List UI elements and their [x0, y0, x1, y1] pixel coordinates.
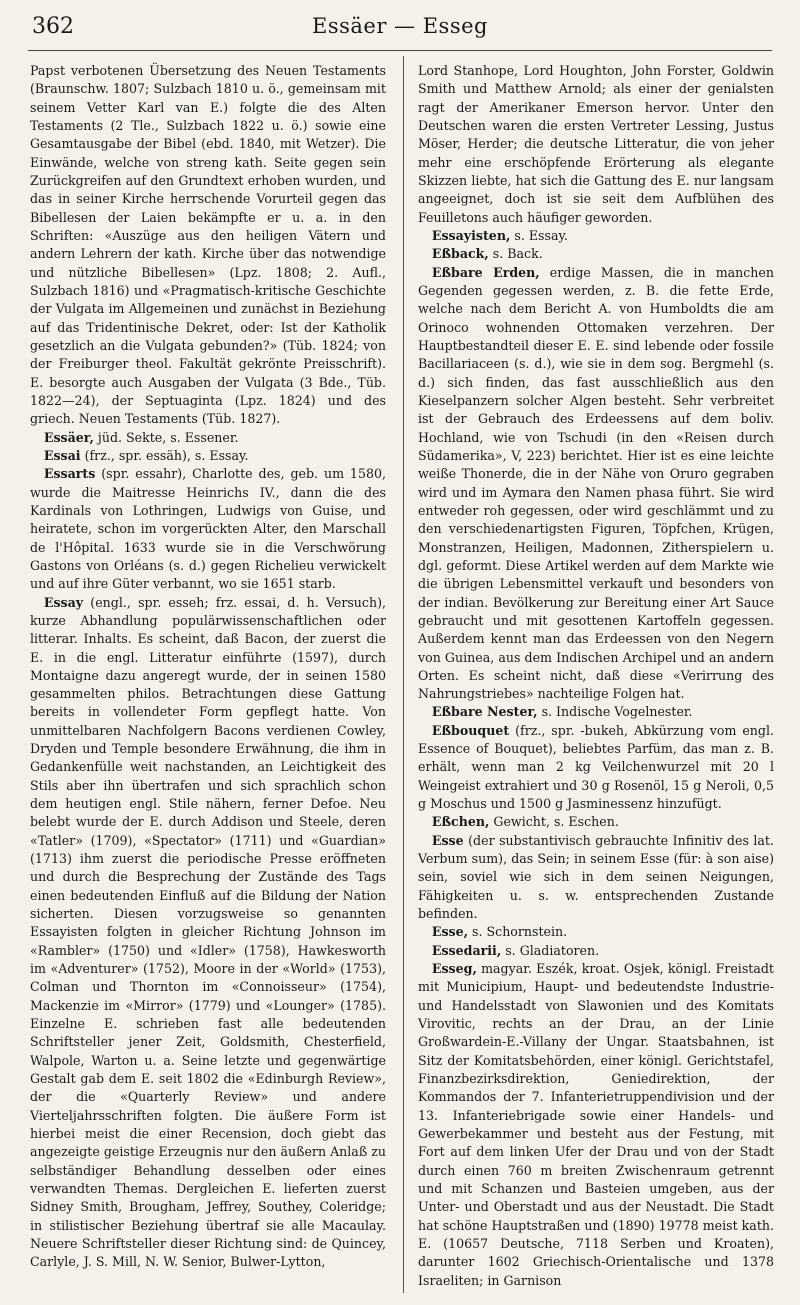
entry-text: erdige Massen, die in manchen Gegenden gegessen werden, z. B. die fette Erde, welche nach dem Bericht A. von Humboldts die am Orinoco wohnenden Ottomaken verzehren. Der Hauptbestandteil dieser E. E. sind lebende oder fossile Bacillariaceen (s. d.), wie sie in dem sog. Bergmehl (s. d.) sich finden, das fast ausschließlich aus den Kieselpanzern solcher Algen besteht. Sehr verbreitet ist der Gebrauch des Erdeessens auf dem boliv. Hochland, wie von Tschudi (in den «Reisen durch Südamerika», V, 223) berichtet. Hier ist es eine leichte weiße Thonerde, die in der Nähe von Oruro gegraben wird und im Aymara den Namen phasa führt. Sie wird entweder roh gegessen, oder wird geschlämmt und zu den verschiedenartigsten Figuren, Töpfchen, Krügen, Monstranzen, Heiligen, Madonnen, Zitherspielern u. dgl. geformt. Diese Artikel werden auf dem Markte wie die übrigen Lebensmittel verkauft und besonders von der indian. Bevölkerung zur Bereitung einer Art Sauce gebraucht und mit gesottenen Kartoffeln gegessen. Außerdem kennt man das Erdeessen von den Negern von Guinea, aus dem Indischen Archipel und an andern Orten. Es scheint nicht, daß diese «Verirrung des Nahrungstriebes» nachteilige Folgen hat.	[418, 264, 774, 702]
running-head: Essäer — Esseg	[312, 14, 488, 38]
dictionary-entry	[30, 62, 386, 429]
dictionary-entry	[418, 227, 774, 245]
dictionary-entry	[418, 245, 774, 263]
dictionary-entry	[418, 832, 774, 924]
dictionary-entry	[30, 465, 386, 593]
entry-text: s. Essay.	[510, 227, 568, 243]
entry-headword: Essai	[43, 447, 81, 463]
entry-headword: Eßchen,	[431, 814, 490, 830]
entry-text: (der substantivisch gebrauchte Infinitiv des lat. Verbum sum), das Sein; in seinem Esse (für: à son aise) sein, soviel wie sich in dem seinen Neigungen, Fähigkeiten u. s. w. entsprechenden Zustande befinden.	[418, 832, 774, 922]
entry-text: (spr. essahr), Charlotte des, geb. um 1580, wurde die Maitresse Heinrichs IV., dann die des Kardinals von Lothringen, Ludwigs von Guise, und heiratete, schon im vorgerückten Alter, den Marschall de l'Hôpital. 1633 wurde sie in die Verschwörung Gastons von Orléans (s. d.) gegen Richelieu verwickelt und auf ihre Güter verbannt, wo sie 1651 starb.	[30, 466, 386, 592]
entry-text: s. Indische Vogelnester.	[537, 704, 693, 720]
entry-headword: Essarts	[43, 466, 96, 482]
entry-headword: Esse	[431, 832, 464, 848]
dictionary-entry	[30, 429, 386, 447]
entry-headword: Essedarii,	[431, 942, 502, 958]
entry-headword: Essäer,	[43, 429, 94, 445]
dictionary-entry	[418, 813, 774, 831]
header-rule	[28, 50, 772, 51]
entry-headword: Eßbare Erden,	[431, 264, 540, 280]
entry-text: Gewicht, s. Eschen.	[489, 814, 619, 830]
dictionary-entry	[418, 923, 774, 941]
column-divider	[403, 56, 404, 1293]
entry-headword: Eßbouquet	[431, 722, 510, 738]
left-column	[30, 62, 386, 1272]
entry-headword: Essayisten,	[431, 227, 511, 243]
entry-headword: Eßback,	[431, 246, 489, 262]
entry-text: Papst verbotenen Übersetzung des Neuen Testaments (Braunschw. 1807; Sulzbach 1810 u. ö., gemeinsam mit seinem Vetter Karl van E.) folgte die des Alten Testaments (2 Tle., Sulzbach 1822 u. ö.) sowie eine Gesamtausgabe der Bibel (ebd. 1840, mit Wetzer). Die Einwände, welche von streng kath. Seite gegen sein Zurückgreifen auf den Grundtext erhoben wurden, und das in seiner Kirche herrschende Vorurteil gegen das Bibellesen der Laien bekämpfte er u. a. in den Schriften: «Auszüge aus den heiligen Vätern und andern Lehrern der kath. Kirche über das notwendige und nützliche Bibellesen» (Lpz. 1808; 2. Aufl., Sulzbach 1816) und «Pragmatisch-kritische Geschichte der Vulgata im Allgemeinen und zunächst in Beziehung auf das Tridentinische Dekret, oder: Ist der Katholik gesetzlich an die Vulgata gebunden?» (Tüb. 1824; von der Freiburger theol. Fakultät gekrönte Preisschrift). E. besorgte auch Ausgaben der Vulgata (3 Bde., Tüb. 1822—24), der Septuaginta (Lpz. 1824) und des griech. Neuen Testaments (Tüb. 1827).	[30, 63, 386, 427]
dictionary-entry	[418, 62, 774, 227]
entry-text: Lord Stanhope, Lord Houghton, John Forster, Goldwin Smith und Matthew Arnold; als einer der genialsten ragt der Amerikaner Emerson hervor. Unter den Deutschen waren die ersten Vertreter Lessing, Justus Möser, Herder; die deutsche Litteratur, die von jeher mehr eine erschöpfende Erörterung als elegante Skizzen liebte, hat sich die Gattung des E. nur langsam angeeignet, doch ist sie seit dem Aufblühen des Feuilletons auch häufiger geworden.	[418, 63, 774, 225]
entry-headword: Eßbare Nester,	[431, 704, 538, 720]
entry-text: magyar. Eszék, kroat. Osjek, königl. Freistadt mit Municipium, Haupt- und bedeutendste Industrie- und Handelsstadt von Slawonien und des Komitats Virovitic, rechts an der Drau, an der Linie Großwardein-E.-Villany der Ungar. Staatsbahnen, ist Sitz der Komitatsbehörden, einer königl. Gerichtstafel, Finanzbezirksdirektion, Geniedirektion, der Kommandos der 7. Infanterietruppendivision und der 13. Infanteriebrigade sowie einer Handels- und Gewerbekammer und besteht aus der Festung, mit Fort auf dem linken Ufer der Drau und von der Stadt durch einen 760 m breiten Zwischenraum getrennt und mit Schanzen und Basteien umgeben, aus der Unter- und Oberstadt und aus der Neustadt. Die Stadt hat schöne Hauptstraßen und (1890) 19778 meist kath. E. (10657 Deutsche, 7118 Serben und Kroaten), darunter 1602 Griechisch-Orientalische und 1378 Israeliten; in Garnison	[418, 961, 774, 1288]
dictionary-entry	[418, 703, 774, 721]
dictionary-entry	[418, 960, 774, 1290]
entry-text: s. Back.	[488, 246, 543, 262]
dictionary-entry	[418, 722, 774, 814]
entry-text: jüd. Sekte, s. Essener.	[93, 429, 239, 445]
page-number: 362	[32, 14, 74, 39]
dictionary-entry	[418, 942, 774, 960]
entry-text: (frz., spr. essäh), s. Essay.	[80, 447, 249, 463]
page-header	[32, 14, 768, 44]
entry-text: s. Schornstein.	[468, 924, 568, 940]
dictionary-entry	[30, 447, 386, 465]
entry-headword: Esseg,	[431, 961, 477, 977]
entry-text: (engl., spr. esseh; frz. essai, d. h. Versuch), kurze Abhandlung populärwissenschaftlichen oder litterar. Inhalts. Es scheint, daß Bacon, der zuerst die E. in die engl. Litteratur einführte (1597), durch Montaigne dazu angeregt wurde, der in seinen 1580 gesammelten philos. Betrachtungen diese Gattung bereits in vollendeter Form gepflegt hatte. Von unmittelbaren Nachfolgern Bacons verdienen Cowley, Dryden und Temple besondere Erwähnung, die ihm in Gedankenfülle weit nachstanden, an Leichtigkeit des Stils aber ihn übertrafen und sich sprachlich schon dem heutigen engl. Stile nähern, ferner Defoe. Neu belebt wurde der E. durch Addison und Steele, deren «Tatler» (1709), «Spectator» (1711) und «Guardian» (1713) ihm zuerst die periodische Presse eröffneten und durch die Besprechung der Zustände des Tags einen bedeutenden Einfluß auf die Bildung der Nation sicherten. Diesen vorzugsweise so genannten Essayisten folgten in gleicher Richtung Johnson im «Rambler» (1750) und «Idler» (1758), Hawkesworth im «Adventurer» (1752), Moore in der «World» (1753), Colman und Thornton im «Connoisseur» (1754), Mackenzie im «Mirror» (1779) und «Lounger» (1785). Einzelne E. schrieben fast alle bedeutenden Schriftsteller jener Zeit, Goldsmith, Chesterfield, Walpole, Warton u. a. Seine letzte und gegenwärtige Gestalt gab dem E. seit 1802 die «Edinburgh Review», der die «Quarterly Review» und andere Vierteljahrsschriften folgten. Die äußere Form ist hierbei meist die einer Recension, doch giebt das angezeigte geistige Erzeugnis nur den äußern Anlaß zu selbständiger Behandlung desselben oder eines verwandten Themas. Dergleichen E. lieferten zuerst Sidney Smith, Brougham, Jeffrey, Southey, Coleridge; in stilistischer Beziehung übertraf sie alle Macaulay. Neuere Schriftsteller dieser Richtung sind: de Quincey, Carlyle, J. S. Mill, N. W. Senior, Bulwer-Lytton,	[30, 594, 386, 1270]
entry-text: (frz., spr. -bukeh, Abkürzung vom engl. Essence of Bouquet), beliebtes Parfüm, das man z. B. erhält, wenn man 2 kg Veilchenwurzel mit 20 l Weingeist extrahiert und 30 g Rosenöl, 15 g Neroli, 0,5 g Moschus und 1500 g Jasminessenz hinzufügt.	[418, 722, 774, 812]
dictionary-entry	[418, 264, 774, 704]
right-column	[418, 62, 774, 1290]
entry-text: s. Gladiatoren.	[501, 942, 600, 958]
entry-headword: Esse,	[431, 924, 469, 940]
dictionary-entry	[30, 594, 386, 1272]
entry-headword: Essay	[43, 594, 84, 610]
